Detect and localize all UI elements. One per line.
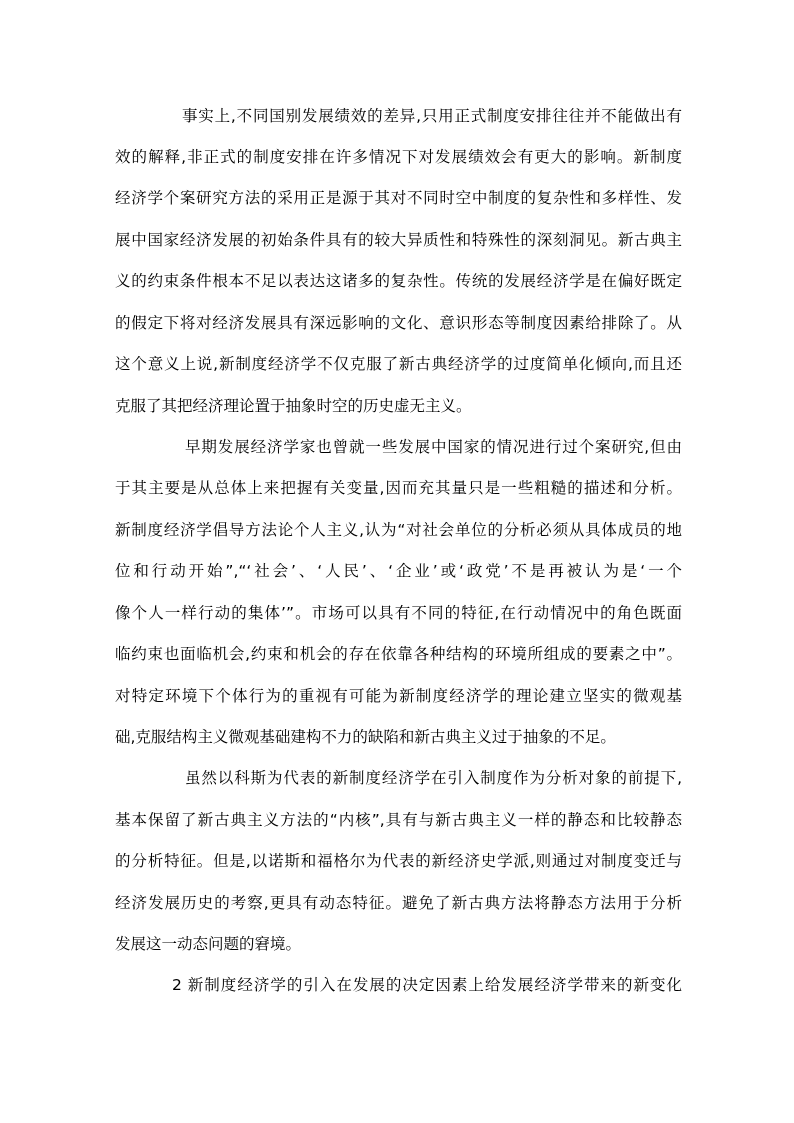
paragraph-3-line-1: 虽然以科斯为代表的新制度经济学在引入制度作为分析对象的前提下, [185,769,682,787]
paragraph-3-line-3: 的分析特征。但是,以诺斯和福格尔为代表的新经济史学派,则通过对制度变迁与 [115,852,682,870]
paragraph-2-line-6: 临约束也面临机会,约束和机会的存在依靠各种结构的环境所组成的要素之中”。 [115,645,682,663]
paragraph-2-line-3: 新制度经济学倡导方法论个人主义,认为“对社会单位的分析必须从具体成员的地 [115,521,682,539]
paragraph-3-line-5: 发展这一动态问题的窘境。 [115,935,302,953]
paragraph-3-line-2: 基本保留了新古典主义方法的“内核”,具有与新古典主义一样的静态和比较静态 [115,811,682,829]
paragraph-1-line-7: 这个意义上说,新制度经济学不仅克服了新古典经济学的过度简单化倾向,而且还 [115,355,682,373]
paragraph-2-line-5: 像个人一样行动的集体’”。市场可以具有不同的特征,在行动情况中的角色既面 [115,604,682,622]
paragraph-1-line-8: 克服了其把经济理论置于抽象时空的历史虚无主义。 [115,397,472,415]
paragraph-2-line-7: 对特定环境下个体行为的重视有可能为新制度经济学的理论建立坚实的微观基 [115,687,682,705]
paragraph-1-line-6: 的假定下将对经济发展具有深远影响的文化、意识形态等制度因素给排除了。从 [115,314,682,332]
paragraph-1-line-1: 事实上,不同国别发展绩效的差异,只用正式制度安排往往并不能做出有 [182,107,682,125]
paragraph-2-line-2: 于其主要是从总体上来把握有关变量,因而充其量只是一些粗糙的描述和分析。 [115,479,682,497]
paragraph-3-line-4: 经济发展历史的考察,更具有动态特征。避免了新古典方法将静态方法用于分析 [115,894,682,912]
paragraph-2-line-4: 位和行动开始”,“‘社会’、‘人民’、‘企业’或‘政党’不是再被认为是‘一个 [115,562,682,580]
section-heading: 2 新制度经济学的引入在发展的决定因素上给发展经济学带来的新变化 [172,976,682,994]
paragraph-1-line-4: 展中国家经济发展的初始条件具有的较大异质性和特殊性的深刻洞见。新古典主 [115,231,682,249]
paragraph-1-line-3: 经济学个案研究方法的采用正是源于其对不同时空中制度的复杂性和多样性、发 [115,189,682,207]
paragraph-2-line-8: 础,克服结构主义微观基础建构不力的缺陷和新古典主义过于抽象的不足。 [115,728,616,746]
paragraph-1-line-2: 效的解释,非正式的制度安排在许多情况下对发展绩效会有更大的影响。新制度 [115,148,682,166]
paragraph-2-line-1: 早期发展经济学家也曾就一些发展中国家的情况进行过个案研究,但由 [185,438,682,456]
paragraph-1-line-5: 义的约束条件根本不足以表达这诸多的复杂性。传统的发展经济学是在偏好既定 [115,272,682,290]
